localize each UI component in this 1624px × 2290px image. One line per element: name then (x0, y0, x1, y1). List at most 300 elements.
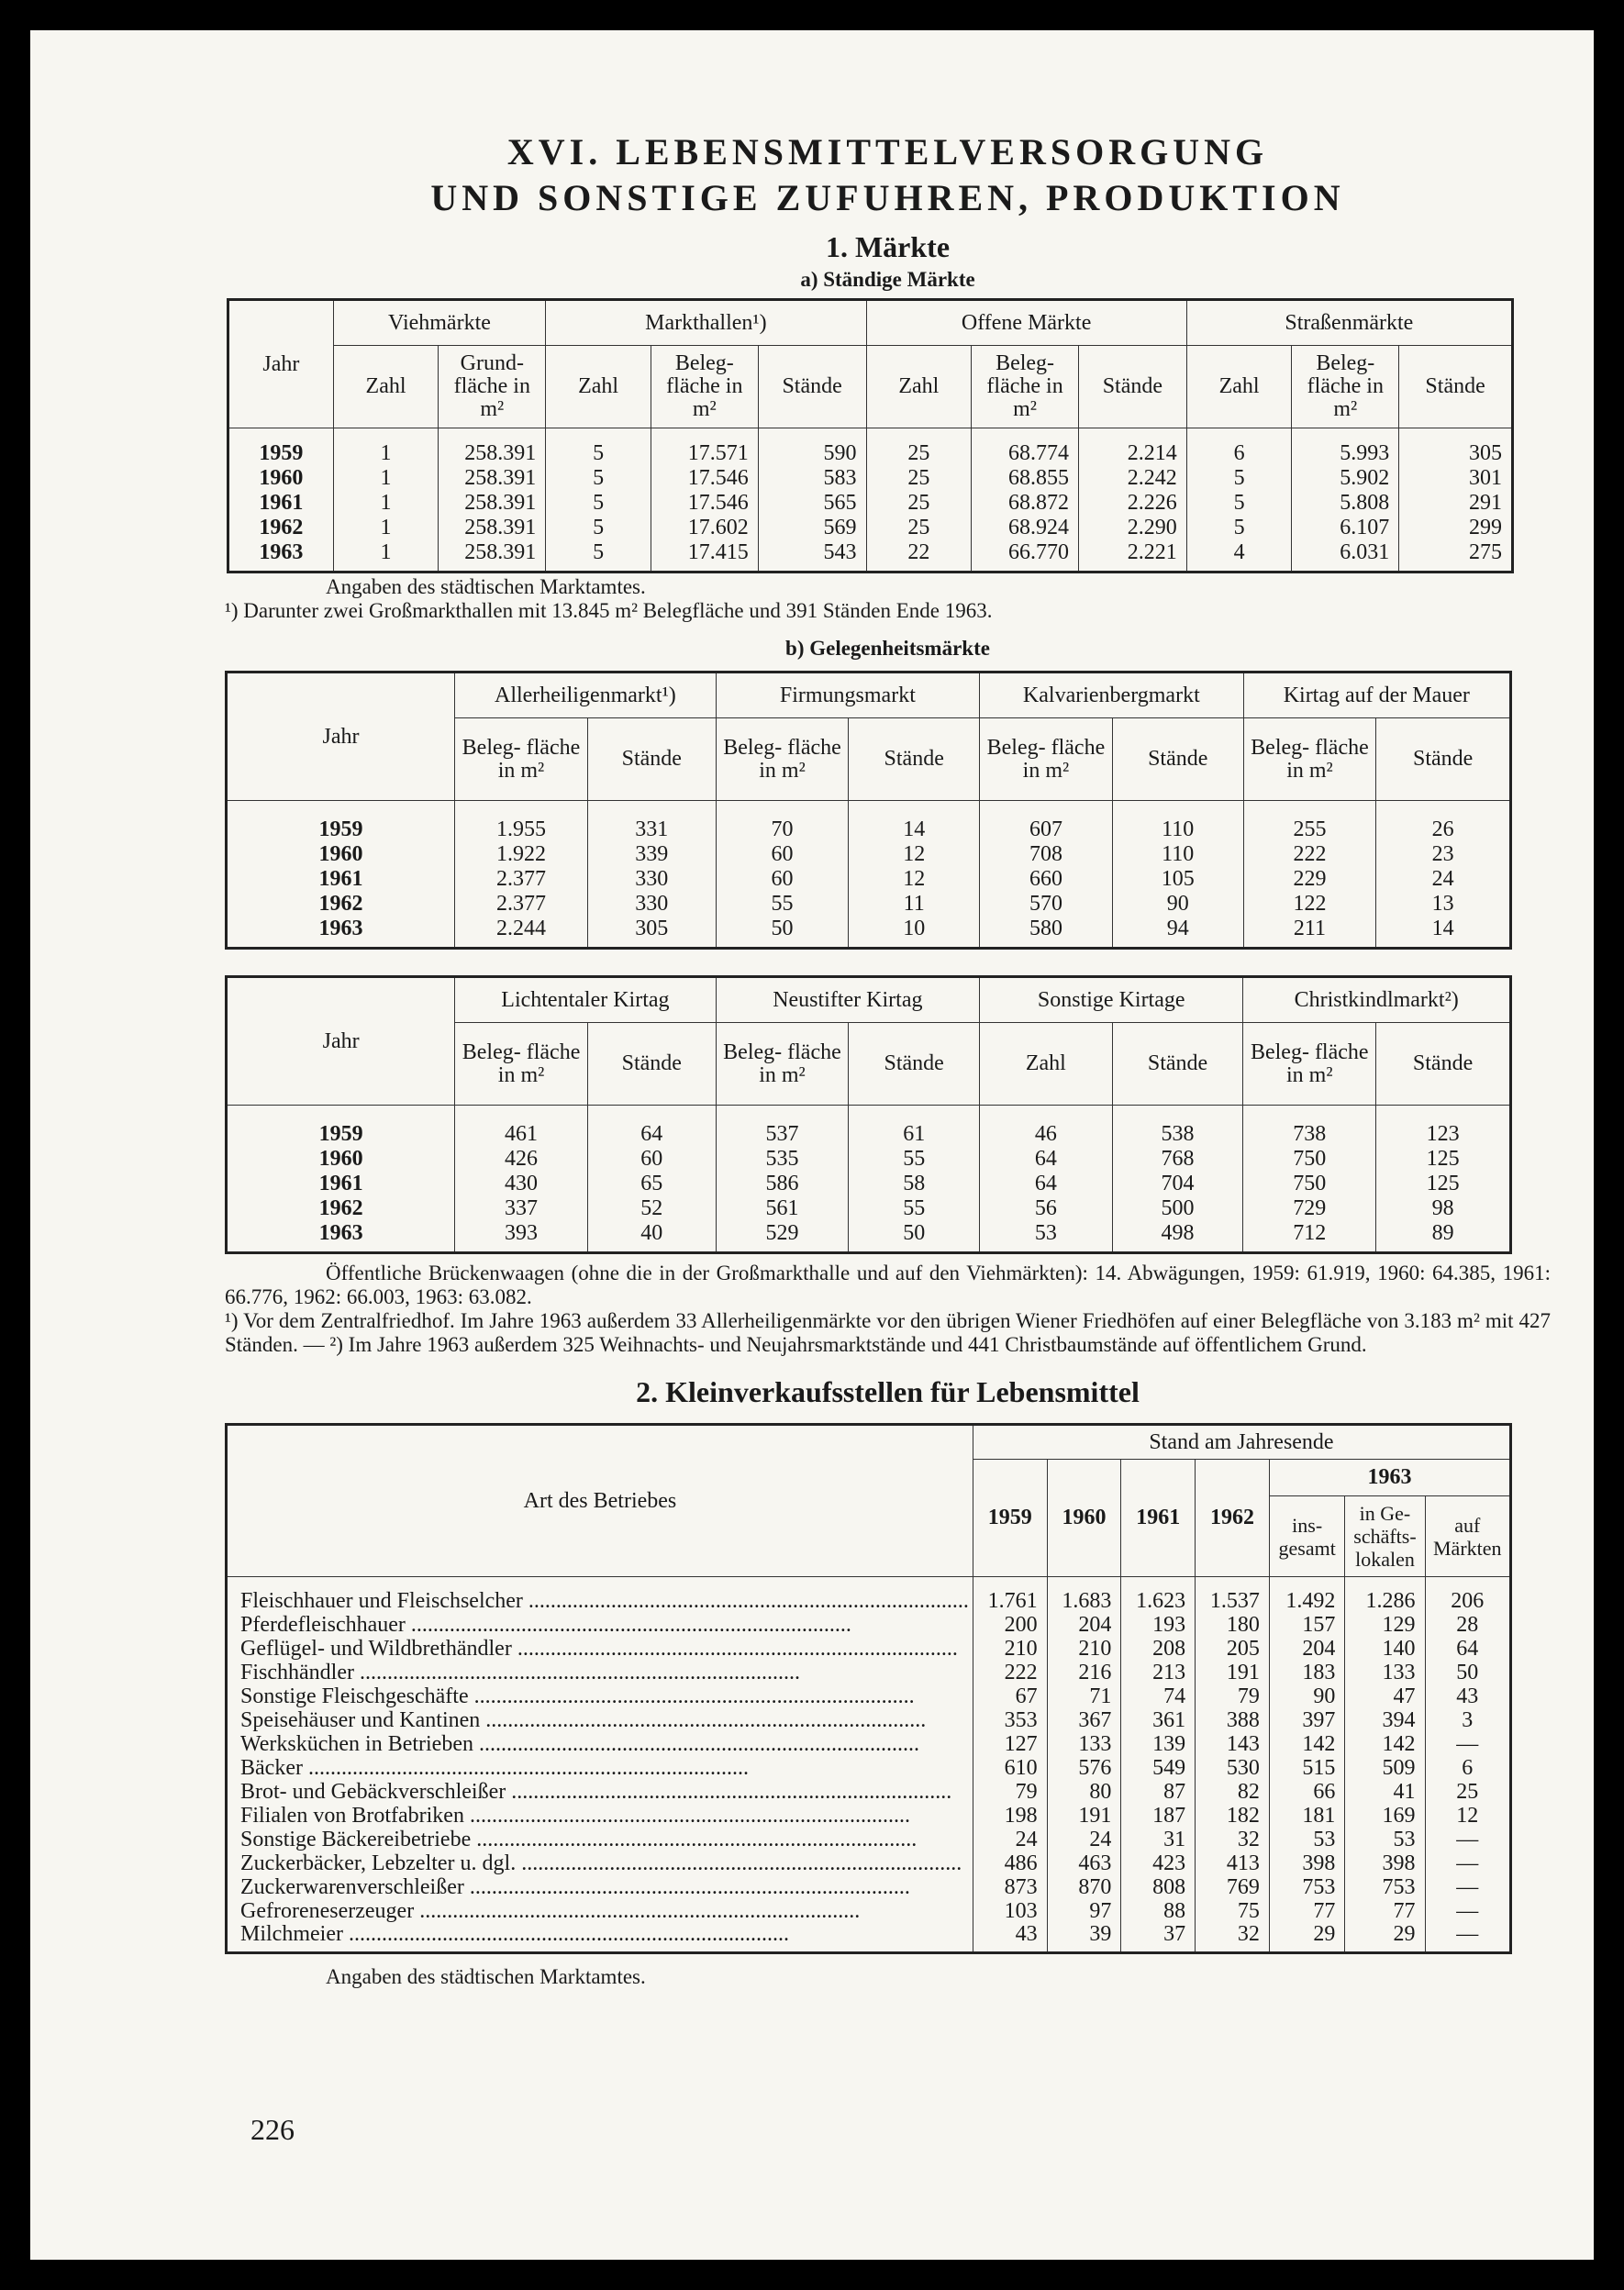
table-row (227, 1637, 1511, 1661)
cell-staende: 12 (849, 867, 980, 892)
cell-flaeche: 393 (455, 1221, 588, 1253)
sub-belegflaeche: Beleg- fläche in m² (716, 1023, 849, 1106)
cell-flaeche: 68.855 (972, 466, 1079, 491)
cell-insgesamt: 204 (1269, 1637, 1345, 1661)
cell-1962: 769 (1196, 1875, 1270, 1899)
cell-flaeche: 5.993 (1292, 428, 1399, 467)
table-row (227, 1851, 1511, 1875)
cell-staende: 13 (1431, 892, 1454, 916)
cell-staende: 275 (1469, 540, 1502, 564)
cell-lokalen: 142 (1345, 1732, 1425, 1756)
cell-insgesamt: 77 (1269, 1899, 1345, 1923)
cell-lokalen: 1.286 (1345, 1577, 1425, 1614)
cell-flaeche: 17.546 (651, 466, 758, 491)
cell-staende: 565 (758, 491, 866, 516)
table-gelegenheitsmaerkte-2 (225, 975, 1512, 1254)
group-allerheiligenmarkt: Allerheiligenmarkt¹) (455, 673, 717, 718)
cell-flaeche: 729 (1243, 1196, 1376, 1221)
cell-art: Pferdefleischhauer ................................................................................ (227, 1613, 973, 1637)
cell-maerkte: 206 (1451, 1589, 1485, 1613)
cell-flaeche: 258.391 (439, 466, 546, 491)
cell-1962: 143 (1196, 1732, 1270, 1756)
cell-staende: 14 (1431, 917, 1454, 940)
table-row (227, 1923, 1511, 1953)
cell-flaeche: 529 (716, 1221, 849, 1253)
cell-flaeche: 211 (1243, 917, 1376, 949)
cell-zahl: 4 (1186, 540, 1292, 572)
cell-zahl: 64 (980, 1147, 1113, 1172)
cell-staende: 10 (849, 917, 980, 949)
table-row (228, 540, 1513, 572)
cell-zahl: 22 (866, 540, 972, 572)
sub-staende: Stände (1376, 1023, 1511, 1106)
cell-zahl: 25 (866, 428, 972, 467)
cell-insgesamt: 29 (1269, 1923, 1345, 1953)
cell-staende: 110 (1112, 801, 1243, 843)
cell-maerkte: 28 (1456, 1612, 1479, 1637)
cell-staende: 64 (587, 1106, 716, 1148)
cell-staende: 305 (1469, 441, 1502, 465)
cell-1961: 423 (1121, 1851, 1196, 1875)
cell-1961: 361 (1121, 1708, 1196, 1732)
cell-1959: 127 (973, 1732, 1047, 1756)
cell-jahr: 1963 (227, 1221, 455, 1253)
cell-flaeche: 60 (716, 842, 849, 867)
year-1963: 1963 (1269, 1460, 1510, 1496)
sub-zahl: Zahl (866, 346, 972, 428)
cell-flaeche: 337 (455, 1196, 588, 1221)
section2-title: 2. Kleinverkaufsstellen für Lebensmittel (636, 1375, 1140, 1408)
cell-staende: 11 (849, 892, 980, 917)
cell-insgesamt: 53 (1269, 1828, 1345, 1851)
cell-1960: 210 (1047, 1637, 1121, 1661)
cell-flaeche: 17.546 (651, 491, 758, 516)
cell-maerkte: — (1456, 1922, 1479, 1946)
cell-1959: 873 (973, 1875, 1047, 1899)
table-row (228, 516, 1513, 540)
cell-1959: 200 (973, 1613, 1047, 1637)
cell-maerkte: — (1456, 1731, 1479, 1756)
cell-staende: 768 (1112, 1147, 1243, 1172)
sub-zahl: Zahl (546, 346, 651, 428)
sub-staende: Stände (1376, 718, 1511, 801)
table-row (227, 1780, 1511, 1804)
cell-flaeche: 430 (455, 1172, 588, 1196)
note-brueckenwaagen: Öffentliche Brückenwaagen (ohne die in der Großmarkthalle und auf den Viehmärkten): 14. Abwägungen, 1959: 61.919, 1960: 64.385, 1961: 66.776, 1962: 66.003, 1963: 63.082. (225, 1262, 1551, 1308)
table-b-subtitle: b) Gelegenheitsmärkte (785, 637, 990, 660)
group-strassenmaerkte: Straßenmärkte (1186, 300, 1512, 346)
cell-1960: 1.683 (1047, 1577, 1121, 1614)
cell-jahr: 1962 (227, 892, 455, 917)
group-firmungsmarkt: Firmungsmarkt (716, 673, 979, 718)
cell-jahr: 1959 (228, 428, 334, 467)
cell-1960: 97 (1047, 1899, 1121, 1923)
col-art: Art des Betriebes (227, 1425, 973, 1577)
cell-staende: 24 (1431, 867, 1454, 891)
cell-flaeche: 222 (1243, 842, 1376, 867)
group-neustifter-kirtag: Neustifter Kirtag (716, 977, 979, 1023)
cell-maerkte: 50 (1456, 1660, 1479, 1684)
cell-lokalen: 29 (1345, 1923, 1425, 1953)
table-row (227, 801, 1511, 843)
sub-zahl: Zahl (980, 1023, 1113, 1106)
cell-flaeche: 5.808 (1292, 491, 1399, 516)
cell-staende: 123 (1426, 1122, 1460, 1146)
cell-flaeche: 561 (716, 1196, 849, 1221)
cell-jahr: 1963 (228, 540, 334, 572)
cell-1959: 222 (973, 1661, 1047, 1684)
cell-flaeche: 537 (716, 1106, 849, 1148)
cell-art: Fleischhauer und Fleischselcher ................................................................................ (227, 1577, 973, 1614)
cell-lokalen: 169 (1345, 1804, 1425, 1828)
cell-staende: 291 (1469, 491, 1502, 515)
cell-jahr: 1959 (227, 801, 455, 843)
table-a-footnote: ¹) Darunter zwei Großmarkthallen mit 13.845 m² Belegfläche und 391 Ständen Ende 1963. (225, 599, 993, 622)
cell-flaeche: 5.902 (1292, 466, 1399, 491)
cell-lokalen: 133 (1345, 1661, 1425, 1684)
table-row (227, 1147, 1511, 1172)
cell-1962: 182 (1196, 1804, 1270, 1828)
cell-zahl: 5 (546, 516, 651, 540)
cell-1959: 79 (973, 1780, 1047, 1804)
table-a-subtitle: a) Ständige Märkte (800, 268, 975, 291)
group-kirtag-mauer: Kirtag auf der Mauer (1243, 673, 1510, 718)
sub-belegflaeche: Beleg- fläche in m² (455, 718, 588, 801)
cell-staende: 583 (758, 466, 866, 491)
header-stand: Stand am Jahresende (973, 1425, 1510, 1460)
cell-1960: 191 (1047, 1804, 1121, 1828)
cell-1960: 576 (1047, 1756, 1121, 1780)
cell-zahl: 25 (866, 466, 972, 491)
cell-lokalen: 53 (1345, 1828, 1425, 1851)
table-row (227, 1732, 1511, 1756)
cell-staende: 590 (758, 428, 866, 467)
table-row (227, 917, 1511, 949)
cell-staende: 55 (849, 1147, 980, 1172)
cell-staende: 299 (1469, 516, 1502, 539)
cell-zahl: 5 (546, 466, 651, 491)
cell-1959: 67 (973, 1684, 1047, 1708)
cell-staende: 60 (587, 1147, 716, 1172)
group-viehmaerkte: Viehmärkte (333, 300, 546, 346)
cell-1959: 610 (973, 1756, 1047, 1780)
sub-staende: Stände (849, 1023, 980, 1106)
cell-flaeche: 50 (716, 917, 849, 949)
table-row (227, 1684, 1511, 1708)
cell-flaeche: 1.955 (455, 801, 588, 843)
sub-belegflaeche: Beleg- fläche in m² (1243, 718, 1376, 801)
sub-staende: Stände (1112, 1023, 1243, 1106)
cell-1959: 24 (973, 1828, 1047, 1851)
cell-flaeche: 750 (1243, 1147, 1376, 1172)
cell-staende: 98 (1431, 1196, 1454, 1220)
sub-auf-maerkten: auf Märkten (1425, 1496, 1510, 1577)
table-row (227, 867, 1511, 892)
cell-jahr: 1960 (228, 466, 334, 491)
cell-staende: 704 (1112, 1172, 1243, 1196)
cell-zahl: 5 (1186, 516, 1292, 540)
cell-1962: 82 (1196, 1780, 1270, 1804)
cell-zahl: 1 (333, 540, 439, 572)
sub-staende: Stände (758, 346, 866, 428)
cell-flaeche: 68.872 (972, 491, 1079, 516)
cell-staende: 89 (1431, 1221, 1454, 1245)
cell-staende: 301 (1469, 466, 1502, 490)
cell-zahl: 1 (333, 491, 439, 516)
table-row (227, 1613, 1511, 1637)
cell-1962: 205 (1196, 1637, 1270, 1661)
cell-zahl: 5 (546, 491, 651, 516)
cell-lokalen: 398 (1345, 1851, 1425, 1875)
cell-flaeche: 258.391 (439, 516, 546, 540)
cell-flaeche: 68.924 (972, 516, 1079, 540)
table-row (228, 491, 1513, 516)
table-row (227, 1899, 1511, 1923)
cell-staende: 105 (1112, 867, 1243, 892)
cell-1960: 216 (1047, 1661, 1121, 1684)
cell-flaeche: 70 (716, 801, 849, 843)
cell-1962: 191 (1196, 1661, 1270, 1684)
sub-belegflaeche: Beleg- fläche in m² (455, 1023, 588, 1106)
table-row (227, 1221, 1511, 1253)
cell-flaeche: 586 (716, 1172, 849, 1196)
group-kalvarienbergmarkt: Kalvarienbergmarkt (980, 673, 1244, 718)
cell-1962: 413 (1196, 1851, 1270, 1875)
cell-zahl: 5 (546, 540, 651, 572)
cell-staende: 110 (1112, 842, 1243, 867)
cell-1961: 193 (1121, 1613, 1196, 1637)
table-row (227, 1196, 1511, 1221)
cell-flaeche: 258.391 (439, 491, 546, 516)
cell-zahl: 1 (333, 516, 439, 540)
cell-1961: 37 (1121, 1923, 1196, 1953)
cell-staende: 50 (849, 1221, 980, 1253)
cell-jahr: 1962 (228, 516, 334, 540)
cell-flaeche: 17.571 (651, 428, 758, 467)
cell-zahl: 25 (866, 516, 972, 540)
cell-maerkte: 64 (1456, 1636, 1479, 1661)
group-lichtentaler-kirtag: Lichtentaler Kirtag (455, 977, 716, 1023)
cell-1960: 71 (1047, 1684, 1121, 1708)
cell-1960: 463 (1047, 1851, 1121, 1875)
cell-staende: 90 (1112, 892, 1243, 917)
cell-1962: 32 (1196, 1923, 1270, 1953)
cell-jahr: 1962 (227, 1196, 455, 1221)
sub-insgesamt: ins- gesamt (1269, 1496, 1345, 1577)
cell-staende: 40 (587, 1221, 716, 1253)
cell-zahl: 6 (1186, 428, 1292, 467)
year-1962: 1962 (1196, 1460, 1270, 1577)
cell-flaeche: 60 (716, 867, 849, 892)
table-row (227, 892, 1511, 917)
cell-jahr: 1960 (227, 842, 455, 867)
sub-belegflaeche: Beleg- fläche in m² (980, 718, 1113, 801)
cell-art: Werksküchen in Betrieben ................................................................................ (227, 1732, 973, 1756)
cell-1959: 198 (973, 1804, 1047, 1828)
table-row (227, 1172, 1511, 1196)
cell-flaeche: 708 (980, 842, 1113, 867)
cell-insgesamt: 66 (1269, 1780, 1345, 1804)
sub-zahl: Zahl (1186, 346, 1292, 428)
cell-1959: 353 (973, 1708, 1047, 1732)
note-footnotes-b: ¹) Vor dem Zentralfriedhof. Im Jahre 1963 außerdem 33 Allerheiligenmärkte vor den übrigen Wiener Friedhöfen auf einer Belegfläche von 3.183 m² mit 427 Ständen. — ²) Im Jahre 1963 außerdem 325 Weihnachts- und Neujahrsmarktstände und 441 Christbaumstände auf öffentlichem Grund. (225, 1309, 1551, 1356)
cell-jahr: 1960 (227, 1147, 455, 1172)
cell-1962: 75 (1196, 1899, 1270, 1923)
cell-flaeche: 6.031 (1292, 540, 1399, 572)
cell-zahl: 64 (980, 1172, 1113, 1196)
cell-maerkte: — (1456, 1874, 1479, 1899)
cell-flaeche: 258.391 (439, 428, 546, 467)
cell-maerkte: 3 (1462, 1707, 1474, 1732)
cell-insgesamt: 90 (1269, 1684, 1345, 1708)
sub-staende: Stände (849, 718, 980, 801)
sub-grundflaeche: Grund- fläche in m² (439, 346, 546, 428)
group-christkindlmarkt: Christkindlmarkt²) (1243, 977, 1511, 1023)
cell-flaeche: 580 (980, 917, 1113, 949)
cell-staende: 2.242 (1078, 466, 1186, 491)
cell-1961: 213 (1121, 1661, 1196, 1684)
cell-1960: 80 (1047, 1780, 1121, 1804)
cell-1962: 180 (1196, 1613, 1270, 1637)
cell-1960: 204 (1047, 1613, 1121, 1637)
cell-1959: 103 (973, 1899, 1047, 1923)
cell-art: Geflügel- und Wildbrethändler ................................................................................ (227, 1637, 973, 1661)
cell-jahr: 1961 (228, 491, 334, 516)
cell-art: Speisehäuser und Kantinen ................................................................................ (227, 1708, 973, 1732)
table-a-source: Angaben des städtischen Marktamtes. (326, 575, 646, 598)
cell-flaeche: 122 (1243, 892, 1376, 917)
cell-zahl: 1 (333, 466, 439, 491)
cell-lokalen: 41 (1345, 1780, 1425, 1804)
group-markthallen: Markthallen¹) (546, 300, 866, 346)
cell-zahl: 5 (546, 428, 651, 467)
cell-staende: 26 (1431, 817, 1454, 841)
cell-zahl: 5 (1186, 466, 1292, 491)
cell-insgesamt: 398 (1269, 1851, 1345, 1875)
cell-art: Fischhändler ................................................................................ (227, 1661, 973, 1684)
cell-staende: 331 (587, 801, 716, 843)
cell-art: Brot- und Gebäckverschleißer ................................................................................ (227, 1780, 973, 1804)
sub-staende: Stände (1399, 346, 1513, 428)
cell-insgesamt: 181 (1269, 1804, 1345, 1828)
cell-insgesamt: 515 (1269, 1756, 1345, 1780)
cell-staende: 52 (587, 1196, 716, 1221)
cell-flaeche: 426 (455, 1147, 588, 1172)
cell-flaeche: 2.244 (455, 917, 588, 949)
cell-flaeche: 607 (980, 801, 1113, 843)
sub-staende: Stände (1078, 346, 1186, 428)
cell-insgesamt: 157 (1269, 1613, 1345, 1637)
cell-1960: 24 (1047, 1828, 1121, 1851)
cell-1961: 87 (1121, 1780, 1196, 1804)
cell-insgesamt: 183 (1269, 1661, 1345, 1684)
cell-zahl: 5 (1186, 491, 1292, 516)
cell-maerkte: — (1456, 1898, 1479, 1923)
cell-flaeche: 229 (1243, 867, 1376, 892)
year-1961: 1961 (1121, 1460, 1196, 1577)
cell-insgesamt: 753 (1269, 1875, 1345, 1899)
cell-staende: 498 (1112, 1221, 1243, 1253)
cell-staende: 2.290 (1078, 516, 1186, 540)
cell-jahr: 1961 (227, 867, 455, 892)
cell-1962: 79 (1196, 1684, 1270, 1708)
table-row (227, 1756, 1511, 1780)
sub-staende: Stände (1112, 718, 1243, 801)
cell-insgesamt: 397 (1269, 1708, 1345, 1732)
cell-maerkte: — (1456, 1851, 1479, 1875)
cell-flaeche: 660 (980, 867, 1113, 892)
cell-1960: 39 (1047, 1923, 1121, 1953)
cell-staende: 500 (1112, 1196, 1243, 1221)
col-jahr: Jahr (227, 673, 455, 801)
cell-flaeche: 712 (1243, 1221, 1376, 1253)
cell-staende: 569 (758, 516, 866, 540)
table-row (227, 1106, 1511, 1148)
cell-flaeche: 68.774 (972, 428, 1079, 467)
cell-1960: 367 (1047, 1708, 1121, 1732)
cell-staende: 2.214 (1078, 428, 1186, 467)
cell-1959: 210 (973, 1637, 1047, 1661)
chapter-title-line1: XVI. LEBENSMITTELVERSORGUNG (506, 131, 1269, 172)
group-sonstige-kirtage: Sonstige Kirtage (980, 977, 1243, 1023)
cell-maerkte: — (1456, 1827, 1479, 1851)
cell-jahr: 1961 (227, 1172, 455, 1196)
cell-flaeche: 2.377 (455, 892, 588, 917)
cell-1962: 32 (1196, 1828, 1270, 1851)
cell-staende: 330 (587, 892, 716, 917)
cell-staende: 543 (758, 540, 866, 572)
cell-flaeche: 55 (716, 892, 849, 917)
cell-flaeche: 750 (1243, 1172, 1376, 1196)
cell-flaeche: 535 (716, 1147, 849, 1172)
cell-lokalen: 394 (1345, 1708, 1425, 1732)
cell-flaeche: 255 (1243, 801, 1376, 843)
cell-staende: 58 (849, 1172, 980, 1196)
cell-flaeche: 2.377 (455, 867, 588, 892)
table-row (227, 1577, 1511, 1614)
section1-title: 1. Märkte (825, 230, 951, 263)
cell-staende: 55 (849, 1196, 980, 1221)
year-1959: 1959 (973, 1460, 1047, 1577)
cell-zahl: 53 (980, 1221, 1113, 1253)
cell-maerkte: 12 (1456, 1803, 1479, 1828)
cell-staende: 339 (587, 842, 716, 867)
cell-staende: 14 (849, 801, 980, 843)
cell-flaeche: 66.770 (972, 540, 1079, 572)
cell-zahl: 25 (866, 491, 972, 516)
group-offene-maerkte: Offene Märkte (866, 300, 1186, 346)
cell-flaeche: 6.107 (1292, 516, 1399, 540)
cell-flaeche: 17.415 (651, 540, 758, 572)
cell-insgesamt: 1.492 (1269, 1577, 1345, 1614)
cell-art: Bäcker ................................................................................ (227, 1756, 973, 1780)
cell-art: Zuckerwarenverschleißer ................................................................................ (227, 1875, 973, 1899)
year-1960: 1960 (1047, 1460, 1121, 1577)
chapter-title-line2: UND SONSTIGE ZUFUHREN, PRODUKTION (430, 177, 1345, 218)
page-content (225, 30, 1551, 2146)
table-row (228, 428, 1513, 467)
cell-maerkte: 43 (1456, 1684, 1479, 1708)
table-row (228, 466, 1513, 491)
cell-staende: 23 (1431, 842, 1454, 866)
table-staendige-maerkte (227, 298, 1514, 573)
cell-art: Sonstige Fleischgeschäfte ................................................................................ (227, 1684, 973, 1708)
cell-flaeche: 738 (1243, 1106, 1376, 1148)
cell-1960: 133 (1047, 1732, 1121, 1756)
sub-zahl: Zahl (333, 346, 439, 428)
cell-art: Gefroreneserzeuger ................................................................................ (227, 1899, 973, 1923)
cell-insgesamt: 142 (1269, 1732, 1345, 1756)
